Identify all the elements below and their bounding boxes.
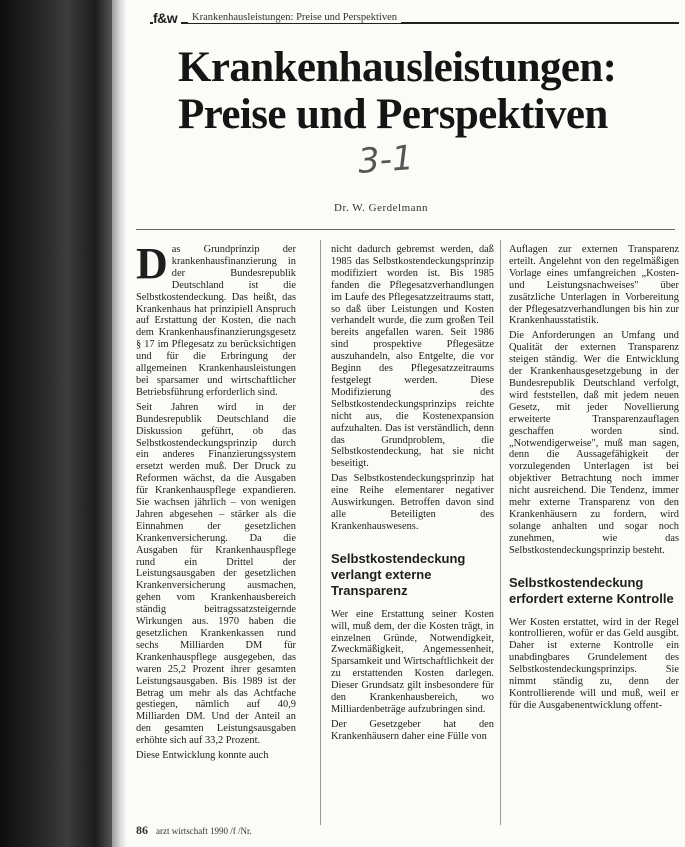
title-rule [136, 229, 675, 230]
paragraph: Seit Jahren wird in der Bundesrepublik Deutschland die Diskussion geführt, ob das Selbstkostendeckungsprinzip durch ein anderes Finanzierungssystem ersetzt werden muß. Der Druck zu Reformen wächst, da die Ausgaben für Krankenhauspflege expandieren. Sie wachsen jährlich – von wenigen Jahren abgesehen – stärker als die Einnahmen der gesetzlichen Krankenversicherung. Da die Ausgaben für Krankenhauspflege rund ein Drittel der Leistungsausgaben der gesetzlichen Krankenversicherung ausmachen, gehen vom Krankenhausbereich ständig beitragssatzsteigernde Wirkungen aus. 1970 haben die gesetzlichen Krankenkassen rund sechs Milliarden DM für Krankenhauspflege ausgegeben, das waren 25,2 Prozent ihrer gesamten Leistungsausgaben. Bis 1989 ist der Betrag um mehr als das Achtfache gestiegen, nämlich auf 40,9 Milliarden DM. Und der Anteil an den gesamten Leistungsausgaben erhöhte sich auf 33,2 Prozent. [136, 401, 296, 747]
paragraph-text: as Grundprinzip der krankenhausfinanzierung in der Bundesrepublik Deutschland ist die Selbstkostendeckung. Das heißt, das Krankenhaus hat prinzipiell Anspruch auf Erstattung der Kosten, die nach dem Krankenhausfinanzierungsgesetz § 17 im Pflegesatz zu berücksichtigen und für die Erbringung der allgemeinen Krankenhausleistungen bei sparsamer und wirtschaftlicher Betriebsführung erforderlich sind. [136, 244, 296, 398]
page-gutter [112, 0, 126, 847]
footer-source: arzt wirtschaft 1990 /f /Nr. [156, 826, 252, 836]
paragraph: Die Anforderungen an Umfang und Qualität der externen Transparenz steigen ständig. Wer die Entwicklung der Krankenhausgesetzgebung in der Bundesrepublik Deutschland verfolgt, wird feststellen, daß mit jedem neuen Gesetz, mit jeder Novellierung erweiterte Transparenzauflagen geschaffen worden sind. „Notwendigerweise", muß man sagen, denn die Aussagefähigkeit der vorzulegenden Unterlagen ist bei objektiver Betrachtung noch immer nicht ausreichend. Die Tendenz, immer mehr externe Transparenz von den Krankenhäusern zu fordern, wird solange anhalten und sogar noch zunehmen, wie das Selbstkostendeckungsprinzip besteht. [509, 330, 679, 556]
text-column-3 [509, 244, 679, 715]
paragraph: Wer eine Erstattung seiner Kosten will, muß dem, der die Kosten trägt, in einzelnen Gründe, Notwendigkeit, Zweckmäßigkeit, Angemessenheit, Sparsamkeit und Wirtschaftlichkeit der zu erstattenden Kosten darlegen. Dieser Grundsatz gilt insbesondere für den Krankenhausbereich, wo Milliardenbeträge aufzubringen sind. [331, 608, 494, 715]
document-page [126, 0, 685, 847]
handwritten-note: 3-1 [356, 138, 415, 182]
paragraph: Das Selbstkostendeckungsprinzip hat eine Reihe elementarer negativer Auswirkungen. Betroffen davon sind alle Beteiligten des Krankenhauswesens. [331, 473, 494, 532]
column-divider [320, 240, 321, 825]
paragraph: Der Gesetzgeber hat den Krankenhäusern daher eine Fülle von [331, 718, 494, 742]
drop-cap: D [136, 239, 168, 288]
running-title: Krankenhausleistungen: Preise und Perspektiven [188, 12, 401, 23]
page-number: 86 [136, 823, 148, 837]
page-footer [136, 823, 252, 838]
text-column-2 [331, 244, 494, 746]
publisher-logo: f&w [153, 10, 181, 26]
text-column-1 [136, 239, 296, 765]
article-title: Krankenhausleistungen: Preise und Perspektiven [178, 44, 617, 138]
column-divider [500, 240, 501, 825]
paragraph: nicht dadurch gebremst werden, daß 1985 das Selbstkostendeckungsprinzip modifiziert worden ist. Bis 1985 fanden die Pflegesatzverhandlungen im Laufe des Pflegesatzzeitraums statt, so daß über Leistungen und Kosten verhandelt wurde, die zum großen Teil bereits angefallen waren. Seit 1986 sind prospektive Pflegesätze auszuhandeln, also Entgelte, die vor Beginn des Pflegesatzzeitraums festgelegt werden. Diese Modifizierung des Selbstkostendeckungsprinzips reichte nicht aus, die Kostenexpansion aufzuhalten. Das ist verständlich, denn das Grundproblem, die Selbstkostendeckung, hat sie nicht beseitigt. [331, 244, 494, 470]
author-byline: Dr. W. Gerdelmann [334, 202, 429, 214]
paragraph: Auflagen zur externen Transparenz erteilt. Angelehnt von den regelmäßigen Vorlage eines umfangreichen „Kosten- und Leistungsnachweises" über zusätzliche Unterlagen in Vorbereitung der Pflegesatzverhandlungen bis hin zur Krankenhausstatistik. [509, 244, 679, 327]
book-spine [0, 0, 112, 847]
paragraph: Wer Kosten erstattet, wird in der Regel kontrollieren, wofür er das Geld ausgibt. Daher ist externe Kontrolle ein unabdingbares Grundelement des Selbstkostendeckungsprinzips. Sie nimmt ständig zu, denn der Kontrollierende will und muß, weil er für die Ausgabenentwicklung offent- [509, 616, 679, 711]
section-subheading: Selbstkostendeckung erfordert externe Kontrolle [509, 574, 674, 606]
section-subheading: Selbstkostendeckung verlangt externe Transparenz [331, 550, 466, 598]
paragraph: Diese Entwicklung konnte auch [136, 750, 269, 762]
paragraph [136, 239, 296, 399]
